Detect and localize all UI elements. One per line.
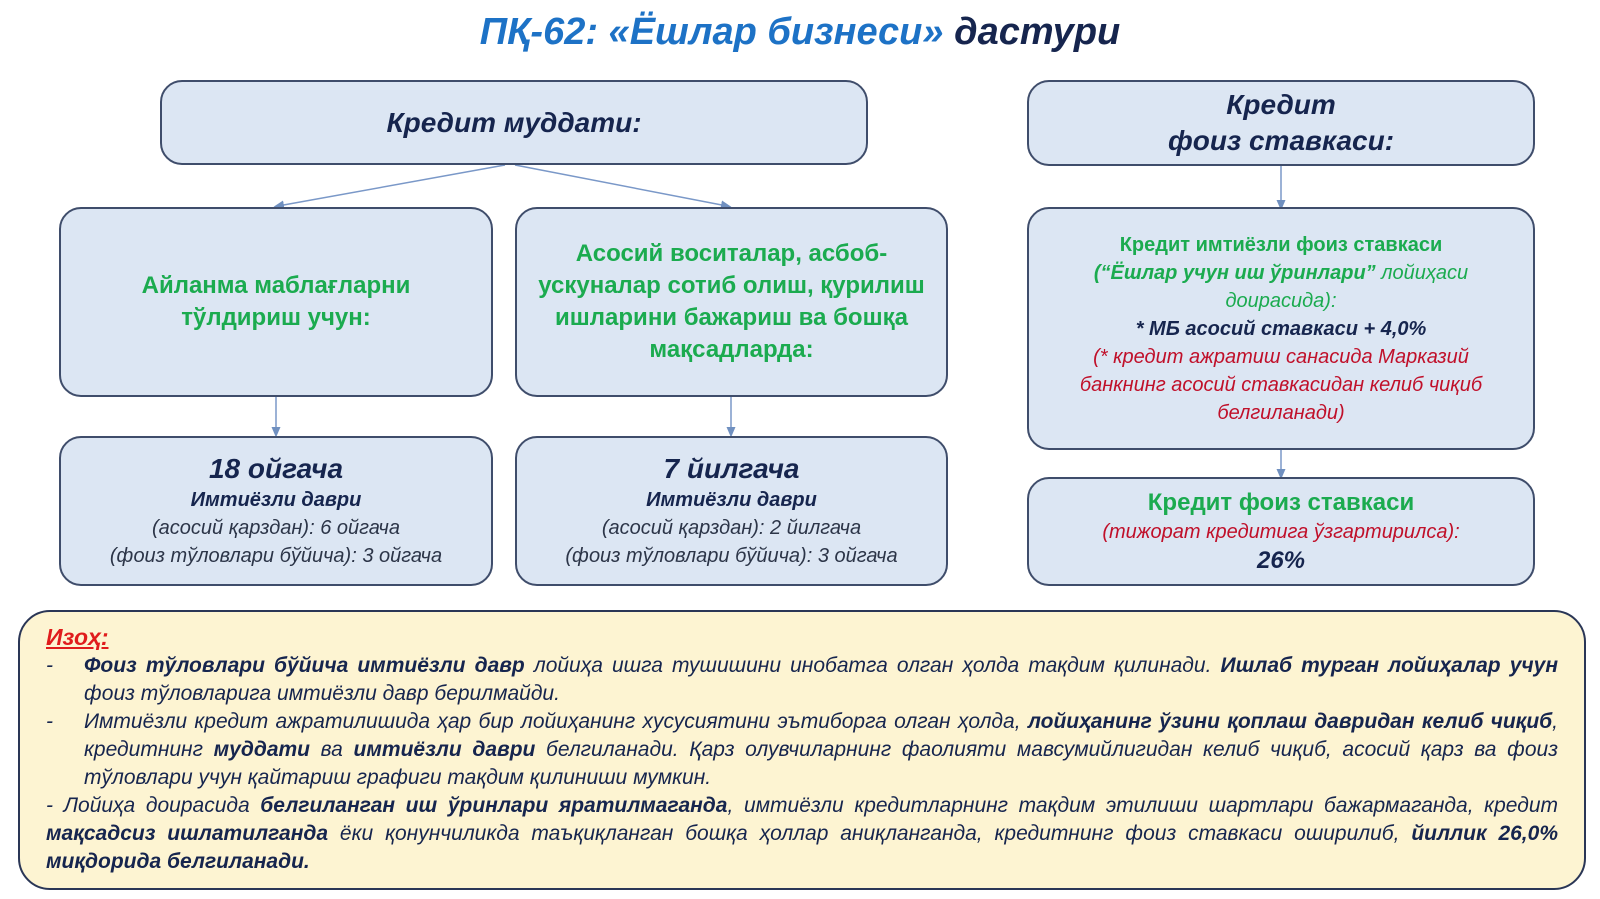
credit-term-header-label: Кредит муддати: [386,106,642,138]
credit-rate-header-line1: Кредит [1226,89,1336,120]
note-bullet-2 [46,708,1558,792]
working-capital-grace-label: Имтиёзли даври [190,489,362,511]
note-b2-s4: муддати [213,738,310,761]
note-b2-s7: белгиланади. Қарз олувчиларнинг фаолияти мавсумийлигидан келиб чиқиб, асосий қарз ва фоиз тўловлари учун қайтариш графиги тақдим қилиниши мумкин. [84,738,1559,789]
preferential-rate-footnote: (* кредит ажратиш санасида Марказий банкнинг асосий ставкасидан келиб чиқиб белгиланади) [1079,345,1483,424]
note-title: Изоҳ: [46,624,109,650]
note-b2-s6: имтиёзли даври [353,738,536,761]
fixed-assets-term-box [515,436,948,586]
note-b3-s3: , имтиёзли кредитларнинг тақдим этилиши шартлари бажармаганда, кредит [727,794,1558,817]
note-b3-s4: мақсадсиз ишлатилганда [46,822,329,845]
working-capital-grace-principal: (асосий қарздан): 6 ойгача [151,517,401,539]
arrow-term-to-left [278,165,505,206]
commercial-rate-title: Кредит фоиз ставкаси [1147,488,1415,516]
fixed-assets-grace-interest: (фоиз тўловлари бўйича): 3 ойгача [565,545,898,567]
preferential-rate-formula: * МБ асосий ставкаси + 4,0% [1135,317,1427,340]
commercial-rate-condition: (тижорат кредитига ўзгартирилса): [1102,520,1460,543]
commercial-rate-box [1027,477,1535,586]
fixed-assets-purpose-box [515,207,948,397]
preferential-rate-title: Кредит имтиёзли фоиз ставкаси [1119,233,1443,256]
credit-rate-header [1027,80,1535,166]
note-bullet-2-dash: - [46,710,53,733]
working-capital-grace-interest: (фоиз тўловлари бўйича): 3 ойгача [109,545,443,567]
note-bullet-1 [46,652,1558,708]
preferential-rate-project-name: (“Ёшлар учун иш ўринлари” [1093,261,1376,284]
note-b2-s5: ва [310,738,354,761]
note-b2-s2: лойиҳанинг ўзини қоплаш давридан келиб чиқиб [1027,710,1553,733]
note-b2-s3: , кредитнинг [84,710,1558,761]
fixed-assets-grace-label: Имтиёзли даври [646,489,817,511]
note-box [18,610,1586,890]
fixed-assets-grace-principal: (асосий қарздан): 2 йилгача [601,517,862,539]
note-b2-s1: Имтиёзли кредит ажратилишида ҳар бир лойиҳанинг хусусиятини эътиборга олган ҳолда, [84,710,1028,733]
fixed-assets-purpose-label: Асосий воситалар, асбоб-ускуналар сотиб олиш, қурилиш ишларини бажариш ва бошқа мақсадларда: [538,240,925,363]
note-b1-s1: Фоиз тўловлари бўйича имтиёзли давр [84,654,525,677]
title-suffix: дастури [954,11,1121,53]
note-b3-s2: белгиланган иш ўринлари яратилмаганда [260,794,728,817]
working-capital-term-box [59,436,493,586]
note-bullet-3 [46,792,1558,876]
arrow-term-to-right [515,165,727,206]
title-program: ПҚ-62: «Ёшлар бизнеси» [479,11,944,53]
note-b1-s4: фоиз тўловларига имтиёзли давр берилмайди. [84,682,560,705]
commercial-rate-value: 26% [1256,546,1306,574]
preferential-rate-scope: доирасида): [1225,289,1337,312]
preferential-rate-project-word: лойиҳаси [1381,261,1469,284]
working-capital-purpose-label: Айланма маблағларни тўлдириш учун: [141,272,411,331]
working-capital-purpose-box [59,207,493,397]
credit-term-header [160,80,868,165]
note-bullet-1-dash: - [46,654,53,677]
credit-rate-header-line2: фоиз ставкаси: [1167,125,1395,156]
fixed-assets-term-value: 7 йилгача [663,453,800,484]
preferential-rate-box [1027,207,1535,450]
working-capital-term-value: 18 ойгача [208,453,344,484]
note-b1-s2: лойиҳа ишга тушишини инобатга олган ҳолда тақдим қилинади. [524,654,1221,677]
note-b1-s3: Ишлаб турган лойиҳалар учун [1220,654,1558,677]
note-b3-s6: йиллик 26,0% миқдорида белгиланади. [46,822,1558,873]
note-b3-s1: - Лойиҳа доирасида [46,794,261,817]
note-b3-s5: ёки қонунчиликда таъқиқланган бошқа ҳоллар аниқланганда, кредитнинг фоиз ставкаси оширилиб, [328,822,1412,845]
